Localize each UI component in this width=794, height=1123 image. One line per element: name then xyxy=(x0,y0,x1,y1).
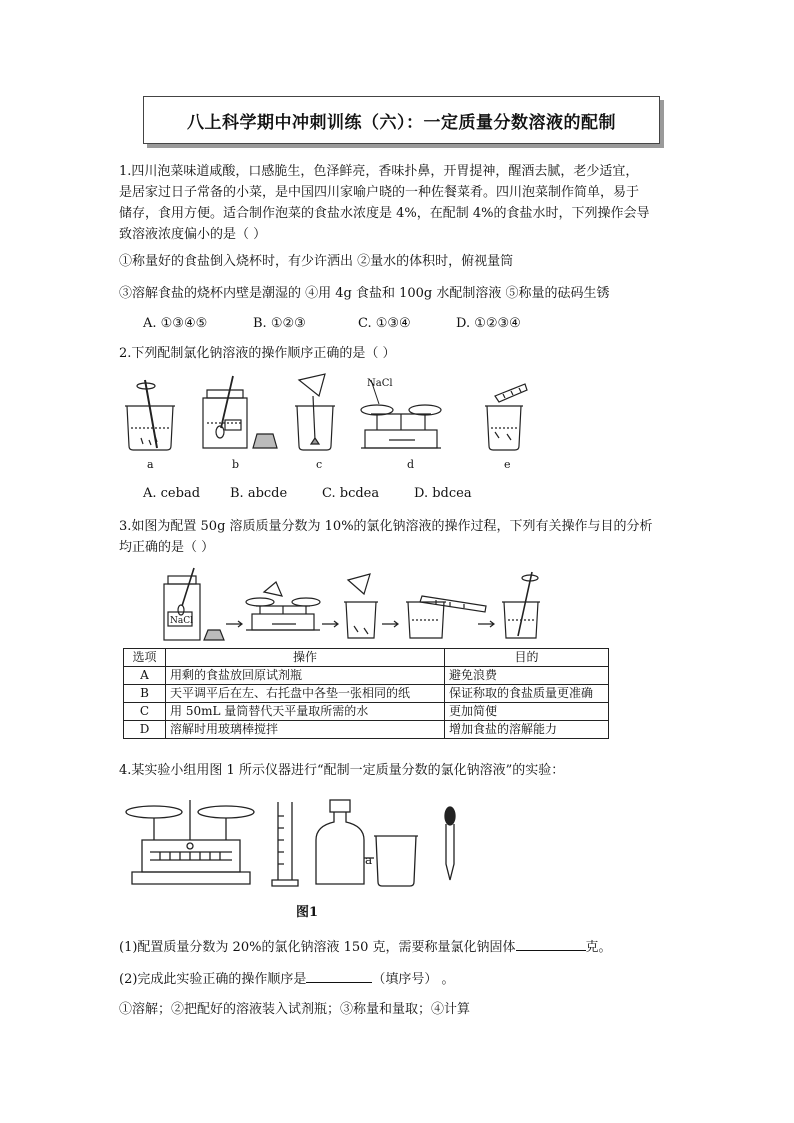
funnel-beaker-icon xyxy=(295,374,335,450)
beaker-stirring-icon xyxy=(502,572,540,638)
table-header-operation: 操作 xyxy=(166,649,445,667)
table-cell: 增加食盐的溶解能力 xyxy=(445,721,609,739)
funnel-beaker-icon xyxy=(344,574,378,638)
q1-choice-d[interactable]: D. ①②③④ xyxy=(456,316,521,331)
q4-sub2-items: ①溶解；②把配好的溶液装入试剂瓶；③称量和量取；④计算 xyxy=(119,1002,471,1017)
cylinder-pour-icon xyxy=(485,384,527,450)
table-cell: 用 50mL 量筒替代天平量取所需的水 xyxy=(166,703,445,721)
q1-choice-a[interactable]: A. ①③④⑤ xyxy=(143,316,208,331)
table-cell: A xyxy=(124,667,166,685)
table-row[interactable] xyxy=(124,667,609,685)
q1-choice-c[interactable]: C. ①③④ xyxy=(358,316,411,331)
q4-sub1 xyxy=(119,936,612,958)
q3-options-table xyxy=(123,648,609,739)
q1-stem-line-2: 是居家过日子常备的小菜，是中国四川家喻户晓的一种佐餐菜肴。四川泡菜制作简单，易于 xyxy=(119,185,640,200)
reagent-bottle-icon xyxy=(316,800,364,884)
table-header-purpose: 目的 xyxy=(445,649,609,667)
q1-stem-line-3: 储存，食用方便。适合制作泡菜的食盐水浓度是 4%，在配制 4%的食盐水时，下列操作会导 xyxy=(119,206,650,221)
arrow-icon xyxy=(382,621,398,627)
graduated-cylinder-icon xyxy=(272,802,298,886)
q4-sub2-answer-blank[interactable] xyxy=(306,968,372,983)
table-row[interactable] xyxy=(124,703,609,721)
cylinder-pour-icon xyxy=(406,596,486,638)
reagent-jar-icon xyxy=(203,376,277,448)
table-cell: 避免浪费 xyxy=(445,667,609,685)
q4-sub1-answer-blank[interactable] xyxy=(516,936,586,951)
q2-fig-label-c: c xyxy=(316,458,323,471)
table-cell: C xyxy=(124,703,166,721)
q3-stem-line-1: 3.如图为配置 50g 溶质质量分数为 10%的氯化钠溶液的操作过程，下列有关操作与目的分析 xyxy=(119,519,653,534)
q2-fig-label-e: e xyxy=(504,458,511,471)
q2-choice-d[interactable]: D. bdcea xyxy=(414,486,472,501)
q1-choice-b[interactable]: B. ①②③ xyxy=(253,316,306,331)
q2-choice-b[interactable]: B. abcde xyxy=(230,486,288,501)
dropper-icon xyxy=(445,807,455,880)
table-cell: 天平调平后在左、右托盘中各垫一张相同的纸 xyxy=(166,685,445,703)
q2-nacl-label: NaCl xyxy=(367,378,393,389)
q4-sub1-suffix: 克。 xyxy=(585,940,612,955)
q1-items-line-2: ③溶解食盐的烧杯内壁是潮湿的 ④用 4g 食盐和 100g 水配制溶液 ⑤称量的砝码生锈 xyxy=(119,286,610,301)
table-cell: D xyxy=(124,721,166,739)
table-cell: 溶解时用玻璃棒搅拌 xyxy=(166,721,445,739)
balance-icon xyxy=(361,380,441,448)
q4-sub2-prefix: (2)完成此实验正确的操作顺序是 xyxy=(119,972,307,987)
table-cell: 更加简便 xyxy=(445,703,609,721)
q4-fig-caption: 图1 xyxy=(296,905,319,920)
title-box xyxy=(143,96,660,144)
q1-stem-line-4: 致溶液浓度偏小的是（ ） xyxy=(119,227,267,242)
table-header-option: 选项 xyxy=(124,649,166,667)
q3-nacl-label: NaCl xyxy=(170,616,194,626)
nacl-jar-icon xyxy=(164,568,224,640)
table-header-row xyxy=(124,649,609,667)
q1-items-line-1: ①称量好的食盐倒入烧杯时，有少许洒出 ②量水的体积时，俯视量筒 xyxy=(119,254,514,269)
q4-sub2 xyxy=(119,968,455,990)
table-row[interactable] xyxy=(124,685,609,703)
q2-choice-a[interactable]: A. cebad xyxy=(143,486,201,501)
q2-figure xyxy=(115,368,535,478)
table-row[interactable] xyxy=(124,721,609,739)
arrow-icon xyxy=(478,621,494,627)
q3-stem-line-2: 均正确的是（ ） xyxy=(119,540,215,555)
arrow-icon xyxy=(226,621,242,627)
q4-sub1-prefix: (1)配置质量分数为 20%的氯化钠溶液 150 克，需要称量氯化钠固体 xyxy=(119,940,516,955)
table-cell: B xyxy=(124,685,166,703)
balance-icon xyxy=(126,800,254,884)
arrow-icon xyxy=(322,621,338,627)
q4-fig-label-a: a xyxy=(365,853,373,867)
q1-stem-line-1: 1.四川泡菜味道咸酸，口感脆生，色泽鲜亮，香味扑鼻，开胃提神，醒酒去腻，老少适宜， xyxy=(119,164,639,179)
q3-process-figure xyxy=(160,566,580,648)
q2-fig-label-a: a xyxy=(147,458,154,471)
q2-fig-label-d: d xyxy=(407,458,415,471)
q4-figure-1 xyxy=(124,796,474,924)
table-cell: 保证称取的食盐质量更准确 xyxy=(445,685,609,703)
q2-stem: 2.下列配制氯化钠溶液的操作顺序正确的是（ ） xyxy=(119,346,396,361)
balance-icon xyxy=(246,582,320,630)
page-title: 八上科学期中冲刺训练（六）：一定质量分数溶液的配制 xyxy=(187,112,616,133)
q4-sub2-suffix: （填序号） 。 xyxy=(372,972,455,987)
beaker-stirring-icon xyxy=(125,380,175,450)
q2-fig-label-b: b xyxy=(232,458,240,471)
table-cell: 用剩的食盐放回原试剂瓶 xyxy=(166,667,445,685)
q2-choice-c[interactable]: C. bcdea xyxy=(322,486,380,501)
q4-stem: 4.某实验小组用图 1 所示仪器进行“配制一定质量分数的氯化钠溶液”的实验： xyxy=(119,763,565,778)
